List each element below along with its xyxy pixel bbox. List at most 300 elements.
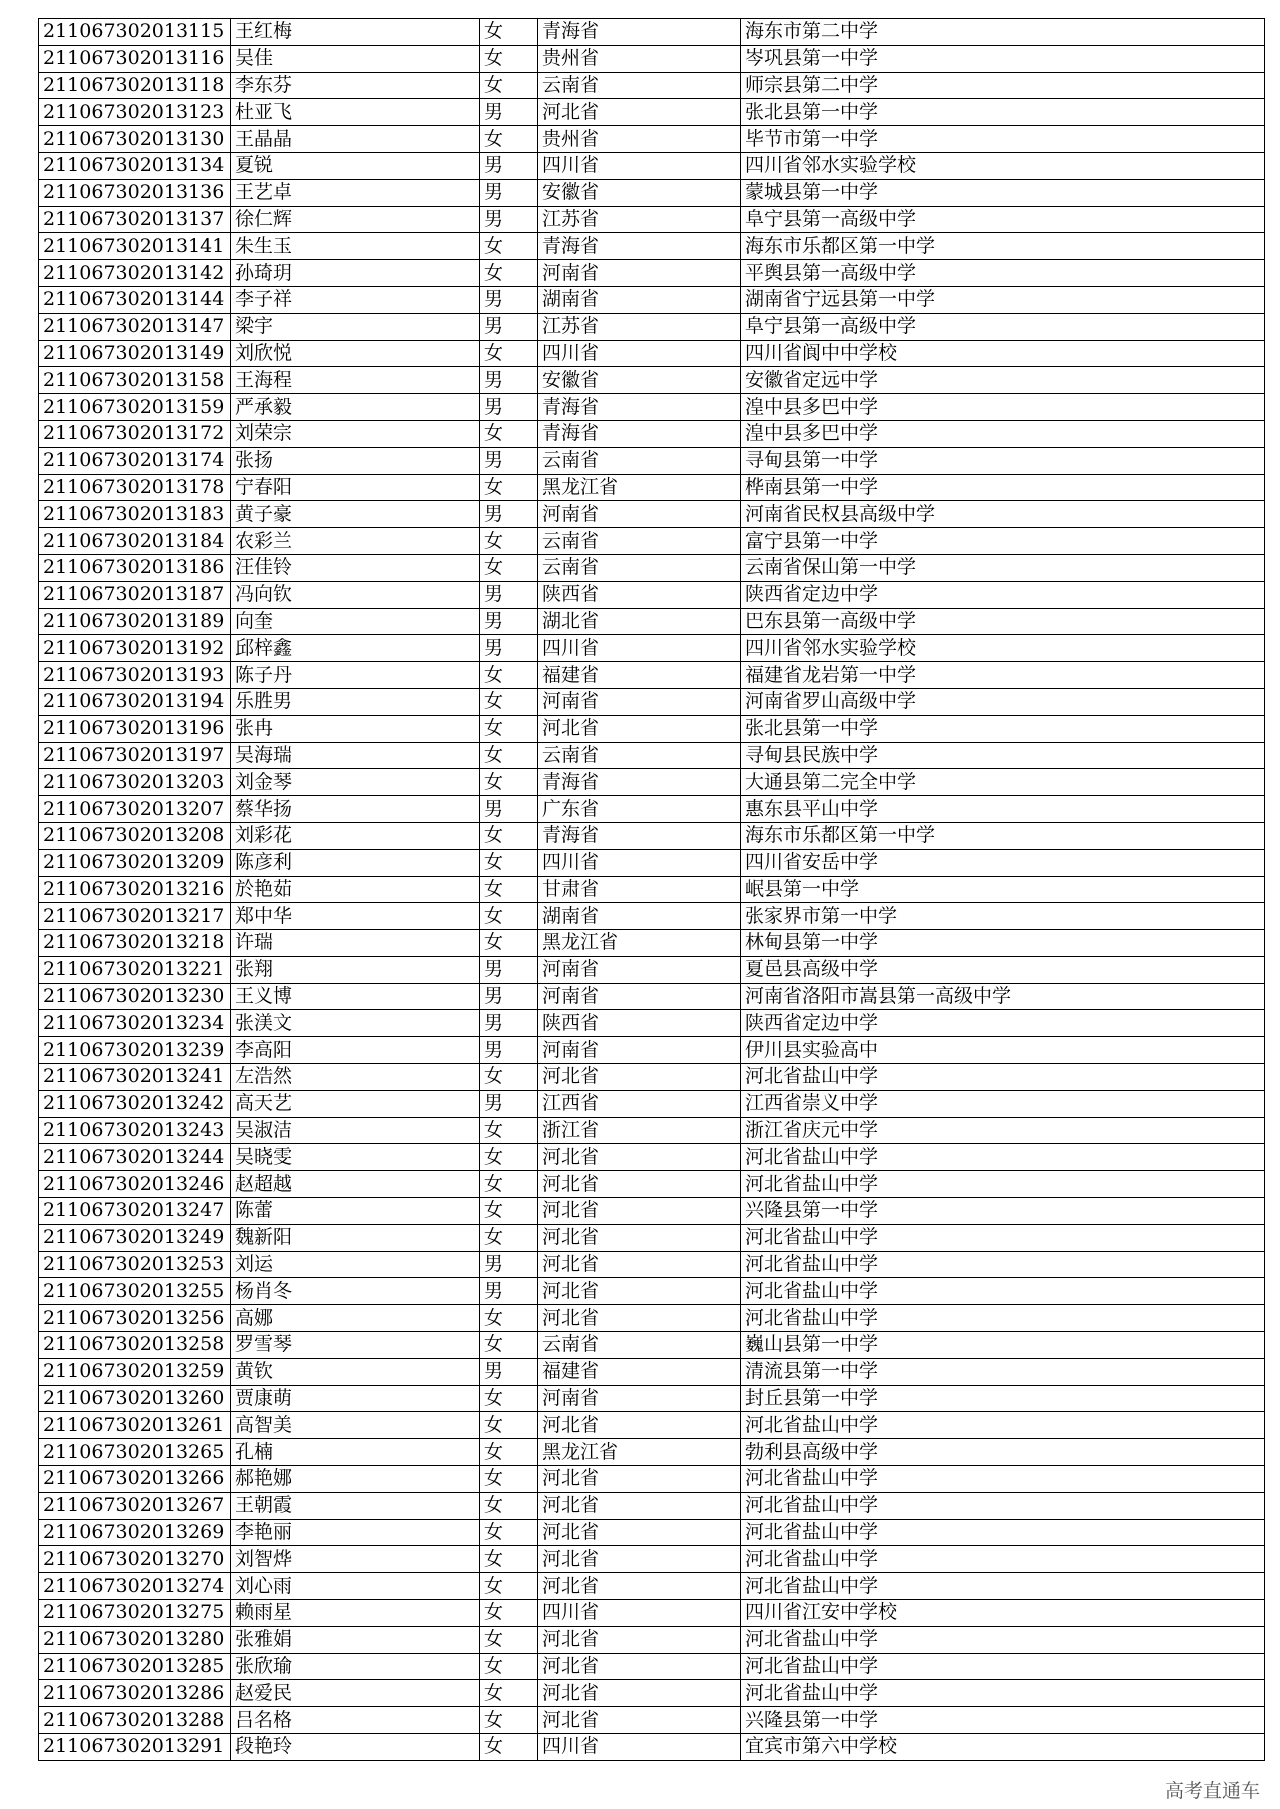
school-cell: 勃利县高级中学 xyxy=(741,1439,1265,1466)
school-cell: 四川省江安中学校 xyxy=(741,1600,1265,1627)
exam-id-cell: 211067302013158 xyxy=(39,367,231,394)
exam-id-cell: 211067302013249 xyxy=(39,1224,231,1251)
gender-cell: 女 xyxy=(480,126,538,153)
gender-cell: 女 xyxy=(480,233,538,260)
table-row xyxy=(39,930,1265,957)
province-cell: 河北省 xyxy=(538,1224,741,1251)
exam-id-cell: 211067302013286 xyxy=(39,1680,231,1707)
province-cell: 河北省 xyxy=(538,1653,741,1680)
province-cell: 陕西省 xyxy=(538,1010,741,1037)
gender-cell: 女 xyxy=(480,420,538,447)
province-cell: 河北省 xyxy=(538,1412,741,1439)
exam-id-cell: 211067302013196 xyxy=(39,715,231,742)
name-cell: 左浩然 xyxy=(231,1064,480,1091)
province-cell: 河南省 xyxy=(538,688,741,715)
table-row xyxy=(39,367,1265,394)
name-cell: 李高阳 xyxy=(231,1037,480,1064)
admission-list-table xyxy=(38,18,1265,1761)
exam-id-cell: 211067302013258 xyxy=(39,1332,231,1359)
school-cell: 河北省盐山中学 xyxy=(741,1251,1265,1278)
table-row xyxy=(39,876,1265,903)
province-cell: 江西省 xyxy=(538,1090,741,1117)
province-cell: 河南省 xyxy=(538,1037,741,1064)
table-row xyxy=(39,715,1265,742)
province-cell: 湖南省 xyxy=(538,286,741,313)
school-cell: 河北省盐山中学 xyxy=(741,1573,1265,1600)
school-cell: 毕节市第一中学 xyxy=(741,126,1265,153)
gender-cell: 男 xyxy=(480,501,538,528)
gender-cell: 男 xyxy=(480,1010,538,1037)
exam-id-cell: 211067302013242 xyxy=(39,1090,231,1117)
table-row xyxy=(39,1251,1265,1278)
school-cell: 河南省洛阳市嵩县第一高级中学 xyxy=(741,983,1265,1010)
school-cell: 师宗县第二中学 xyxy=(741,72,1265,99)
school-cell: 张北县第一中学 xyxy=(741,99,1265,126)
exam-id-cell: 211067302013186 xyxy=(39,554,231,581)
name-cell: 高娜 xyxy=(231,1305,480,1332)
gender-cell: 女 xyxy=(480,45,538,72)
school-cell: 海东市第二中学 xyxy=(741,19,1265,46)
name-cell: 梁宇 xyxy=(231,313,480,340)
table-row xyxy=(39,19,1265,46)
name-cell: 李艳丽 xyxy=(231,1519,480,1546)
province-cell: 陕西省 xyxy=(538,581,741,608)
exam-id-cell: 211067302013192 xyxy=(39,635,231,662)
table-row xyxy=(39,769,1265,796)
gender-cell: 女 xyxy=(480,528,538,555)
school-cell: 阜宁县第一高级中学 xyxy=(741,313,1265,340)
gender-cell: 女 xyxy=(480,742,538,769)
name-cell: 陈彦利 xyxy=(231,849,480,876)
province-cell: 河北省 xyxy=(538,1198,741,1225)
exam-id-cell: 211067302013115 xyxy=(39,19,231,46)
name-cell: 朱生玉 xyxy=(231,233,480,260)
school-cell: 河北省盐山中学 xyxy=(741,1492,1265,1519)
school-cell: 清流县第一中学 xyxy=(741,1358,1265,1385)
province-cell: 河北省 xyxy=(538,1492,741,1519)
province-cell: 湖南省 xyxy=(538,903,741,930)
table-row xyxy=(39,688,1265,715)
name-cell: 高智美 xyxy=(231,1412,480,1439)
school-cell: 河北省盐山中学 xyxy=(741,1224,1265,1251)
school-cell: 湟中县多巴中学 xyxy=(741,420,1265,447)
table-row xyxy=(39,394,1265,421)
gender-cell: 女 xyxy=(480,1064,538,1091)
school-cell: 河南省罗山高级中学 xyxy=(741,688,1265,715)
province-cell: 河南省 xyxy=(538,501,741,528)
province-cell: 青海省 xyxy=(538,822,741,849)
gender-cell: 女 xyxy=(480,474,538,501)
gender-cell: 男 xyxy=(480,206,538,233)
exam-id-cell: 211067302013147 xyxy=(39,313,231,340)
school-cell: 寻甸县第一中学 xyxy=(741,447,1265,474)
gender-cell: 女 xyxy=(480,876,538,903)
name-cell: 吴海瑞 xyxy=(231,742,480,769)
exam-id-cell: 211067302013265 xyxy=(39,1439,231,1466)
province-cell: 河南省 xyxy=(538,1385,741,1412)
school-cell: 河北省盐山中学 xyxy=(741,1519,1265,1546)
name-cell: 赵爱民 xyxy=(231,1680,480,1707)
table-row xyxy=(39,1037,1265,1064)
table-row xyxy=(39,179,1265,206)
gender-cell: 女 xyxy=(480,1573,538,1600)
school-cell: 河南省民权县高级中学 xyxy=(741,501,1265,528)
province-cell: 甘肃省 xyxy=(538,876,741,903)
gender-cell: 男 xyxy=(480,983,538,1010)
exam-id-cell: 211067302013130 xyxy=(39,126,231,153)
school-cell: 四川省邻水实验学校 xyxy=(741,635,1265,662)
name-cell: 王海程 xyxy=(231,367,480,394)
province-cell: 江苏省 xyxy=(538,206,741,233)
school-cell: 巴东县第一高级中学 xyxy=(741,608,1265,635)
name-cell: 王义博 xyxy=(231,983,480,1010)
province-cell: 河北省 xyxy=(538,1707,741,1734)
name-cell: 乐胜男 xyxy=(231,688,480,715)
gender-cell: 女 xyxy=(480,822,538,849)
name-cell: 罗雪琴 xyxy=(231,1332,480,1359)
table-row xyxy=(39,260,1265,287)
table-row xyxy=(39,903,1265,930)
exam-id-cell: 211067302013178 xyxy=(39,474,231,501)
province-cell: 四川省 xyxy=(538,849,741,876)
exam-id-cell: 211067302013203 xyxy=(39,769,231,796)
school-cell: 安徽省定远中学 xyxy=(741,367,1265,394)
exam-id-cell: 211067302013267 xyxy=(39,1492,231,1519)
exam-id-cell: 211067302013291 xyxy=(39,1734,231,1761)
province-cell: 云南省 xyxy=(538,1332,741,1359)
school-cell: 宜宾市第六中学校 xyxy=(741,1734,1265,1761)
name-cell: 黄钦 xyxy=(231,1358,480,1385)
table-row xyxy=(39,1358,1265,1385)
province-cell: 青海省 xyxy=(538,769,741,796)
table-row xyxy=(39,420,1265,447)
table-row xyxy=(39,1653,1265,1680)
province-cell: 河南省 xyxy=(538,983,741,1010)
table-row xyxy=(39,474,1265,501)
exam-id-cell: 211067302013197 xyxy=(39,742,231,769)
exam-id-cell: 211067302013255 xyxy=(39,1278,231,1305)
gender-cell: 女 xyxy=(480,1734,538,1761)
name-cell: 王晶晶 xyxy=(231,126,480,153)
name-cell: 刘彩花 xyxy=(231,822,480,849)
province-cell: 广东省 xyxy=(538,796,741,823)
name-cell: 陈子丹 xyxy=(231,662,480,689)
name-cell: 王艺卓 xyxy=(231,179,480,206)
exam-id-cell: 211067302013189 xyxy=(39,608,231,635)
name-cell: 李子祥 xyxy=(231,286,480,313)
exam-id-cell: 211067302013274 xyxy=(39,1573,231,1600)
table-body xyxy=(39,19,1265,1761)
school-cell: 兴隆县第一中学 xyxy=(741,1707,1265,1734)
exam-id-cell: 211067302013137 xyxy=(39,206,231,233)
exam-id-cell: 211067302013253 xyxy=(39,1251,231,1278)
gender-cell: 女 xyxy=(480,1600,538,1627)
exam-id-cell: 211067302013239 xyxy=(39,1037,231,1064)
school-cell: 河北省盐山中学 xyxy=(741,1305,1265,1332)
name-cell: 徐仁辉 xyxy=(231,206,480,233)
province-cell: 云南省 xyxy=(538,554,741,581)
school-cell: 富宁县第一中学 xyxy=(741,528,1265,555)
province-cell: 河北省 xyxy=(538,1305,741,1332)
exam-id-cell: 211067302013275 xyxy=(39,1600,231,1627)
exam-id-cell: 211067302013187 xyxy=(39,581,231,608)
exam-id-cell: 211067302013144 xyxy=(39,286,231,313)
table-row xyxy=(39,849,1265,876)
table-row xyxy=(39,822,1265,849)
name-cell: 杜亚飞 xyxy=(231,99,480,126)
province-cell: 青海省 xyxy=(538,394,741,421)
province-cell: 青海省 xyxy=(538,19,741,46)
table-row xyxy=(39,554,1265,581)
name-cell: 陈蕾 xyxy=(231,1198,480,1225)
gender-cell: 女 xyxy=(480,1117,538,1144)
province-cell: 安徽省 xyxy=(538,179,741,206)
school-cell: 平舆县第一高级中学 xyxy=(741,260,1265,287)
gender-cell: 男 xyxy=(480,286,538,313)
table-row xyxy=(39,528,1265,555)
gender-cell: 女 xyxy=(480,1492,538,1519)
table-row xyxy=(39,206,1265,233)
name-cell: 李东芬 xyxy=(231,72,480,99)
province-cell: 浙江省 xyxy=(538,1117,741,1144)
gender-cell: 男 xyxy=(480,1358,538,1385)
province-cell: 黑龙江省 xyxy=(538,474,741,501)
school-cell: 寻甸县民族中学 xyxy=(741,742,1265,769)
name-cell: 段艳玲 xyxy=(231,1734,480,1761)
gender-cell: 男 xyxy=(480,179,538,206)
province-cell: 河北省 xyxy=(538,99,741,126)
gender-cell: 女 xyxy=(480,1332,538,1359)
province-cell: 贵州省 xyxy=(538,45,741,72)
gender-cell: 女 xyxy=(480,930,538,957)
school-cell: 四川省安岳中学 xyxy=(741,849,1265,876)
gender-cell: 男 xyxy=(480,796,538,823)
province-cell: 河北省 xyxy=(538,1251,741,1278)
exam-id-cell: 211067302013266 xyxy=(39,1466,231,1493)
gender-cell: 女 xyxy=(480,1305,538,1332)
school-cell: 河北省盐山中学 xyxy=(741,1144,1265,1171)
gender-cell: 男 xyxy=(480,99,538,126)
name-cell: 吴晓雯 xyxy=(231,1144,480,1171)
gender-cell: 女 xyxy=(480,688,538,715)
province-cell: 青海省 xyxy=(538,420,741,447)
exam-id-cell: 211067302013270 xyxy=(39,1546,231,1573)
exam-id-cell: 211067302013280 xyxy=(39,1626,231,1653)
table-row xyxy=(39,1600,1265,1627)
table-row xyxy=(39,1144,1265,1171)
exam-id-cell: 211067302013241 xyxy=(39,1064,231,1091)
gender-cell: 女 xyxy=(480,1439,538,1466)
school-cell: 河北省盐山中学 xyxy=(741,1680,1265,1707)
exam-id-cell: 211067302013261 xyxy=(39,1412,231,1439)
table-row xyxy=(39,447,1265,474)
school-cell: 张北县第一中学 xyxy=(741,715,1265,742)
province-cell: 河北省 xyxy=(538,1573,741,1600)
school-cell: 云南省保山第一中学 xyxy=(741,554,1265,581)
province-cell: 河北省 xyxy=(538,1680,741,1707)
exam-id-cell: 211067302013209 xyxy=(39,849,231,876)
province-cell: 云南省 xyxy=(538,528,741,555)
province-cell: 云南省 xyxy=(538,742,741,769)
table-row xyxy=(39,581,1265,608)
exam-id-cell: 211067302013218 xyxy=(39,930,231,957)
table-row xyxy=(39,1626,1265,1653)
school-cell: 巍山县第一中学 xyxy=(741,1332,1265,1359)
gender-cell: 女 xyxy=(480,1707,538,1734)
exam-id-cell: 211067302013136 xyxy=(39,179,231,206)
table-row xyxy=(39,1332,1265,1359)
province-cell: 福建省 xyxy=(538,1358,741,1385)
school-cell: 海东市乐都区第一中学 xyxy=(741,822,1265,849)
province-cell: 河北省 xyxy=(538,1519,741,1546)
exam-id-cell: 211067302013244 xyxy=(39,1144,231,1171)
table-row xyxy=(39,1573,1265,1600)
gender-cell: 男 xyxy=(480,956,538,983)
name-cell: 邱梓鑫 xyxy=(231,635,480,662)
exam-id-cell: 211067302013159 xyxy=(39,394,231,421)
table-row xyxy=(39,1278,1265,1305)
name-cell: 魏新阳 xyxy=(231,1224,480,1251)
table-row xyxy=(39,152,1265,179)
exam-id-cell: 211067302013174 xyxy=(39,447,231,474)
gender-cell: 女 xyxy=(480,554,538,581)
exam-id-cell: 211067302013221 xyxy=(39,956,231,983)
table-row xyxy=(39,1492,1265,1519)
table-row xyxy=(39,1385,1265,1412)
exam-id-cell: 211067302013269 xyxy=(39,1519,231,1546)
table-row xyxy=(39,1305,1265,1332)
school-cell: 海东市乐都区第一中学 xyxy=(741,233,1265,260)
name-cell: 郑中华 xyxy=(231,903,480,930)
gender-cell: 男 xyxy=(480,367,538,394)
school-cell: 伊川县实验高中 xyxy=(741,1037,1265,1064)
table-row xyxy=(39,1198,1265,1225)
school-cell: 陕西省定边中学 xyxy=(741,581,1265,608)
gender-cell: 男 xyxy=(480,1037,538,1064)
table-row xyxy=(39,1224,1265,1251)
school-cell: 林甸县第一中学 xyxy=(741,930,1265,957)
gender-cell: 男 xyxy=(480,1251,538,1278)
table-row xyxy=(39,796,1265,823)
table-row xyxy=(39,956,1265,983)
table-row xyxy=(39,1117,1265,1144)
gender-cell: 女 xyxy=(480,903,538,930)
name-cell: 许瑞 xyxy=(231,930,480,957)
school-cell: 河北省盐山中学 xyxy=(741,1466,1265,1493)
school-cell: 福建省龙岩第一中学 xyxy=(741,662,1265,689)
school-cell: 河北省盐山中学 xyxy=(741,1278,1265,1305)
name-cell: 高天艺 xyxy=(231,1090,480,1117)
name-cell: 张扬 xyxy=(231,447,480,474)
table-row xyxy=(39,1439,1265,1466)
table-row xyxy=(39,340,1265,367)
school-cell: 河北省盐山中学 xyxy=(741,1653,1265,1680)
name-cell: 刘欣悦 xyxy=(231,340,480,367)
table-row xyxy=(39,45,1265,72)
exam-id-cell: 211067302013141 xyxy=(39,233,231,260)
school-cell: 四川省阆中中学校 xyxy=(741,340,1265,367)
province-cell: 河北省 xyxy=(538,1466,741,1493)
school-cell: 河北省盐山中学 xyxy=(741,1626,1265,1653)
province-cell: 湖北省 xyxy=(538,608,741,635)
exam-id-cell: 211067302013230 xyxy=(39,983,231,1010)
name-cell: 刘智烨 xyxy=(231,1546,480,1573)
province-cell: 河南省 xyxy=(538,260,741,287)
name-cell: 张雅娟 xyxy=(231,1626,480,1653)
province-cell: 江苏省 xyxy=(538,313,741,340)
gender-cell: 女 xyxy=(480,1680,538,1707)
gender-cell: 女 xyxy=(480,260,538,287)
exam-id-cell: 211067302013246 xyxy=(39,1171,231,1198)
exam-id-cell: 211067302013149 xyxy=(39,340,231,367)
school-cell: 大通县第二完全中学 xyxy=(741,769,1265,796)
gender-cell: 女 xyxy=(480,1626,538,1653)
province-cell: 四川省 xyxy=(538,635,741,662)
exam-id-cell: 211067302013183 xyxy=(39,501,231,528)
name-cell: 刘荣宗 xyxy=(231,420,480,447)
gender-cell: 男 xyxy=(480,635,538,662)
exam-id-cell: 211067302013118 xyxy=(39,72,231,99)
exam-id-cell: 211067302013285 xyxy=(39,1653,231,1680)
school-cell: 岑巩县第一中学 xyxy=(741,45,1265,72)
table-row xyxy=(39,1466,1265,1493)
gender-cell: 女 xyxy=(480,715,538,742)
name-cell: 冯向钦 xyxy=(231,581,480,608)
school-cell: 蒙城县第一中学 xyxy=(741,179,1265,206)
province-cell: 河北省 xyxy=(538,1064,741,1091)
province-cell: 福建省 xyxy=(538,662,741,689)
table-row xyxy=(39,1707,1265,1734)
province-cell: 河南省 xyxy=(538,956,741,983)
name-cell: 严承毅 xyxy=(231,394,480,421)
exam-id-cell: 211067302013123 xyxy=(39,99,231,126)
school-cell: 兴隆县第一中学 xyxy=(741,1198,1265,1225)
province-cell: 四川省 xyxy=(538,340,741,367)
table-row xyxy=(39,983,1265,1010)
province-cell: 四川省 xyxy=(538,1600,741,1627)
name-cell: 吴佳 xyxy=(231,45,480,72)
gender-cell: 男 xyxy=(480,313,538,340)
gender-cell: 女 xyxy=(480,1144,538,1171)
table-row xyxy=(39,635,1265,662)
gender-cell: 女 xyxy=(480,1224,538,1251)
exam-id-cell: 211067302013217 xyxy=(39,903,231,930)
name-cell: 郝艳娜 xyxy=(231,1466,480,1493)
table-row xyxy=(39,233,1265,260)
name-cell: 张翔 xyxy=(231,956,480,983)
exam-id-cell: 211067302013116 xyxy=(39,45,231,72)
name-cell: 张冉 xyxy=(231,715,480,742)
province-cell: 河北省 xyxy=(538,715,741,742)
name-cell: 孙琦玥 xyxy=(231,260,480,287)
exam-id-cell: 211067302013260 xyxy=(39,1385,231,1412)
school-cell: 浙江省庆元中学 xyxy=(741,1117,1265,1144)
exam-id-cell: 211067302013207 xyxy=(39,796,231,823)
exam-id-cell: 211067302013216 xyxy=(39,876,231,903)
exam-id-cell: 211067302013247 xyxy=(39,1198,231,1225)
gender-cell: 男 xyxy=(480,608,538,635)
gender-cell: 女 xyxy=(480,1466,538,1493)
gender-cell: 女 xyxy=(480,1171,538,1198)
exam-id-cell: 211067302013234 xyxy=(39,1010,231,1037)
province-cell: 河北省 xyxy=(538,1546,741,1573)
province-cell: 贵州省 xyxy=(538,126,741,153)
province-cell: 云南省 xyxy=(538,72,741,99)
name-cell: 孔楠 xyxy=(231,1439,480,1466)
table-row xyxy=(39,742,1265,769)
gender-cell: 男 xyxy=(480,581,538,608)
province-cell: 四川省 xyxy=(538,152,741,179)
